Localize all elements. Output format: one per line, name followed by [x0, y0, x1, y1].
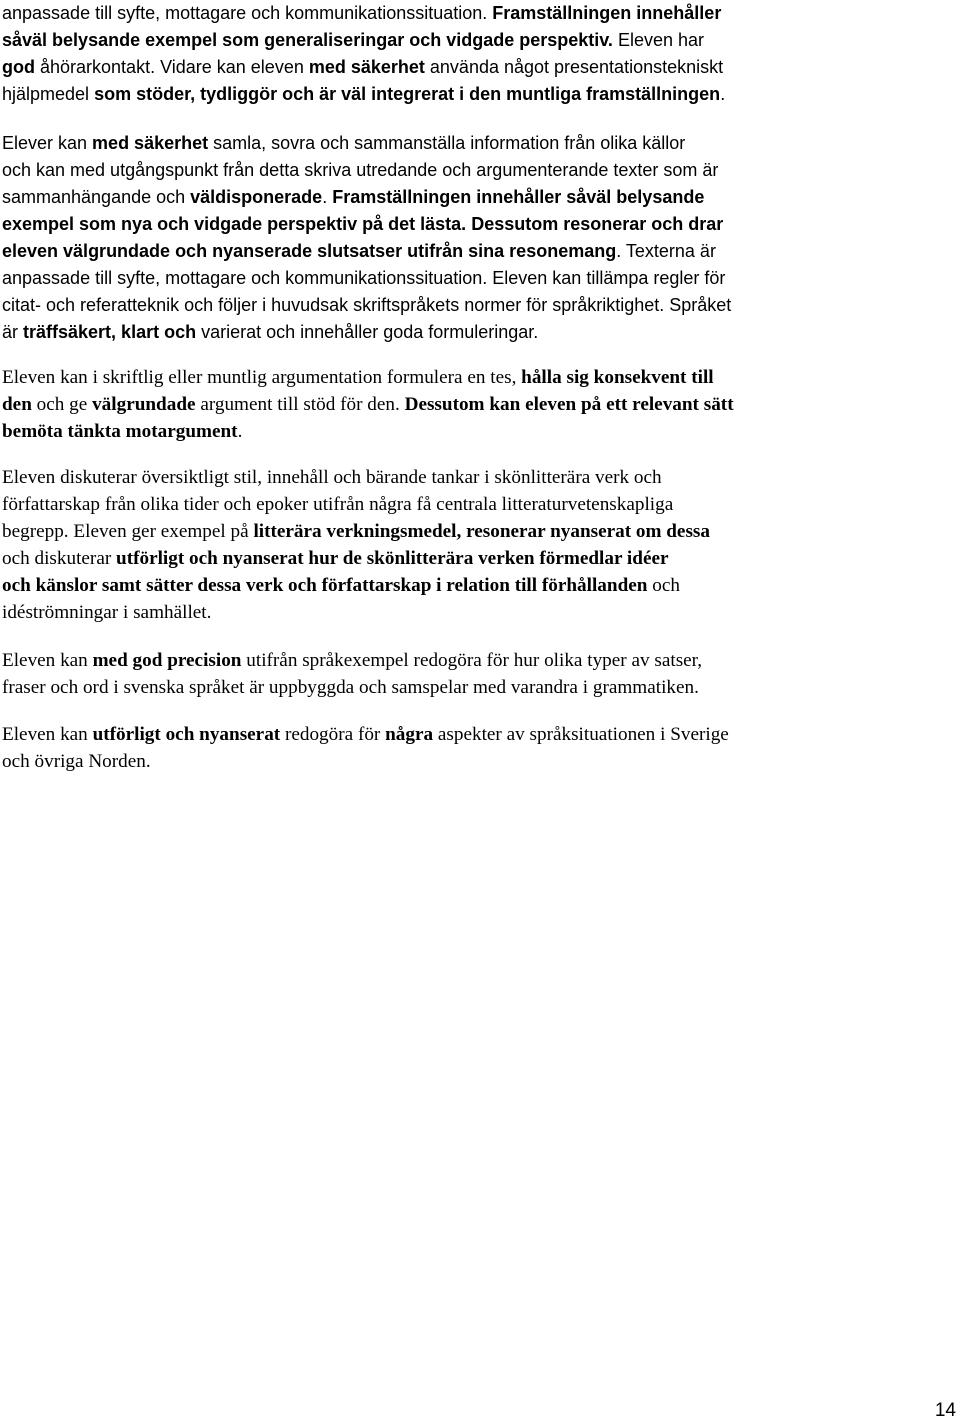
bold-text-run: utförligt och nyanserat: [92, 724, 281, 745]
text-run: idéströmningar i samhället.: [2, 602, 212, 623]
text-line: [2, 319, 731, 346]
text-run: och: [647, 575, 680, 596]
text-line: [2, 599, 710, 626]
text-run: varierat och innehåller goda formuleringar.: [196, 322, 539, 342]
text-run: anpassade till syfte, mottagare och kommunikationssituation.: [2, 3, 493, 23]
text-line: [2, 391, 734, 418]
text-run: argument till stöd för den.: [195, 394, 405, 415]
page-number: 14: [934, 1400, 956, 1421]
text-line: [2, 157, 731, 184]
paragraph: [2, 721, 729, 775]
text-line: [2, 647, 702, 674]
text-run: . Texterna är: [616, 241, 716, 261]
text-run: fraser och ord i svenska språket är uppbyggda och samspelar med varandra i grammatiken.: [2, 677, 699, 698]
text-line: [2, 211, 731, 238]
text-line: [2, 364, 734, 391]
text-line: [2, 292, 731, 319]
text-run: Eleven har: [612, 30, 704, 50]
text-line: [2, 0, 725, 27]
paragraph: [2, 647, 702, 701]
text-run: Eleven kan: [2, 650, 93, 671]
text-line: [2, 265, 731, 292]
text-line: [2, 27, 725, 54]
text-line: [2, 130, 731, 157]
text-line: [2, 54, 725, 81]
text-line: [2, 464, 710, 491]
bold-text-run: Framställningen innehåller såväl belysande: [332, 187, 705, 207]
bold-text-run: och känslor samt sätter dessa verk och författarskap i relation till förhållanden: [2, 575, 648, 596]
text-line: [2, 81, 725, 108]
bold-text-run: Dessutom kan eleven på ett relevant sätt: [404, 394, 734, 415]
paragraph: [2, 364, 734, 445]
text-run: Eleven kan i skriftlig eller muntlig argumentation formulera en tes,: [2, 367, 522, 388]
text-run: och kan med utgångspunkt från detta skriva utredande och argumenterande texter som är: [2, 160, 719, 180]
text-run: använda något presentationstekniskt: [424, 57, 724, 77]
bold-text-run: litterära verkningsmedel, resonerar nyanserat om dessa: [253, 521, 710, 542]
bold-text-run: Dessutom resonerar och drar: [471, 214, 724, 234]
text-run: anpassade till syfte, mottagare och kommunikationssituation. Eleven kan tillämpa regler för: [2, 268, 726, 288]
bold-text-run: eleven välgrundade och nyanserade slutsatser utifrån sina resonemang: [2, 241, 617, 261]
text-run: åhörarkontakt. Vidare kan eleven: [35, 57, 309, 77]
text-run: författarskap från olika tider och epoker utifrån några få centrala litteraturvetenskapliga: [2, 494, 674, 515]
text-line: [2, 418, 734, 445]
text-run: och diskuterar: [2, 548, 117, 569]
text-line: [2, 238, 731, 265]
bold-text-run: välgrundade: [92, 394, 196, 415]
text-run: utifrån språkexempel redogöra för hur olika typer av satser,: [241, 650, 703, 671]
text-run: och ge: [31, 394, 93, 415]
text-run: aspekter av språksituationen i Sverige: [433, 724, 729, 745]
text-run: .: [720, 84, 726, 104]
text-run: och övriga Norden.: [2, 751, 151, 772]
text-line: [2, 748, 729, 775]
text-run: sammanhängande och: [2, 187, 191, 207]
text-run: hjälpmedel: [2, 84, 95, 104]
bold-text-run: några: [385, 724, 434, 745]
text-line: [2, 721, 729, 748]
text-run: .: [237, 421, 243, 442]
text-run: Eleven diskuterar översiktligt stil, innehåll och bärande tankar i skönlitterära verk och: [2, 467, 662, 488]
text-run: begrepp. Eleven ger exempel på: [2, 521, 254, 542]
bold-text-run: den: [2, 394, 32, 415]
paragraph: [2, 464, 710, 626]
text-line: [2, 491, 710, 518]
bold-text-run: hålla sig konsekvent till: [521, 367, 714, 388]
bold-text-run: med säkerhet: [92, 133, 209, 153]
bold-text-run: med säkerhet: [308, 57, 425, 77]
bold-text-run: god: [2, 57, 35, 77]
text-run: Eleven kan: [2, 724, 93, 745]
text-line: [2, 518, 710, 545]
bold-text-run: utförligt och nyanserat hur de skönlitterära verken förmedlar idéer: [116, 548, 669, 569]
bold-text-run: exempel som nya och vidgade perspektiv på det lästa.: [2, 214, 467, 234]
text-run: citat- och referatteknik och följer i huvudsak skriftspråkets normer för språkriktighet. Språket: [2, 295, 732, 315]
bold-text-run: väldisponerade: [190, 187, 323, 207]
text-line: [2, 674, 702, 701]
bold-text-run: som stöder, tydliggör och är väl integrerat i den muntliga framställningen: [94, 84, 721, 104]
bold-text-run: bemöta tänkta motargument: [2, 421, 238, 442]
text-run: är: [2, 322, 24, 342]
bold-text-run: Framställningen innehåller: [492, 3, 722, 23]
text-run: samla, sovra och sammanställa information från olika källor: [208, 133, 686, 153]
text-line: [2, 545, 710, 572]
paragraph: [2, 0, 725, 108]
bold-text-run: såväl belysande exempel som generaliseringar och vidgade perspektiv.: [2, 30, 613, 50]
text-run: .: [322, 187, 333, 207]
bold-text-run: träffsäkert, klart och: [23, 322, 197, 342]
bold-text-run: med god precision: [92, 650, 242, 671]
paragraph: [2, 130, 731, 346]
text-line: [2, 184, 731, 211]
text-run: Elever kan: [2, 133, 93, 153]
text-run: redogöra för: [280, 724, 386, 745]
text-line: [2, 572, 710, 599]
